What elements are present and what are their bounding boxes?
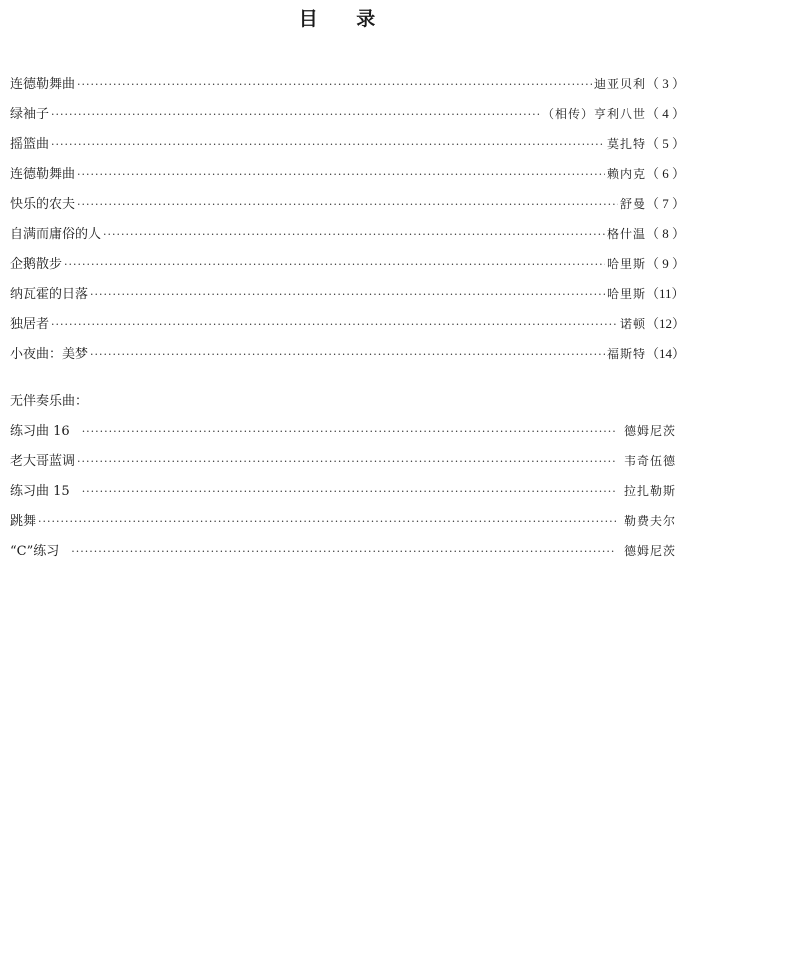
dot-leader: [103, 223, 605, 247]
toc-entry[interactable]: [10, 479, 682, 509]
toc-entry-title: 小夜曲：美梦: [10, 347, 89, 362]
toc-entry-composer: 韦奇伍德: [623, 454, 676, 468]
toc-entry-title: 企鹅散步: [10, 257, 63, 272]
toc-entry-composer: 舒曼: [619, 197, 646, 211]
toc-entry-page: （ 7 ）: [646, 196, 686, 211]
dot-leader: [51, 103, 540, 127]
toc-entry-title: 跳舞: [10, 514, 37, 529]
dot-leader: [77, 450, 616, 474]
dot-leader: [71, 540, 616, 564]
toc-entry[interactable]: [10, 102, 686, 132]
dot-leader: [77, 193, 618, 217]
toc-entry-composer: 德姆尼茨: [623, 424, 676, 438]
dot-leader: [51, 133, 605, 157]
toc-entry[interactable]: [10, 312, 686, 342]
toc-entry[interactable]: [10, 162, 686, 192]
toc-entry-title: 自满而庸俗的人: [10, 227, 102, 242]
toc-entry-composer: 哈里斯: [606, 287, 646, 301]
page-title: 目 录: [298, 8, 392, 30]
toc-entry-title: 练习曲 16: [10, 424, 70, 439]
toc-entry-composer: 德姆尼茨: [623, 544, 676, 558]
toc-entry[interactable]: [10, 509, 682, 539]
toc-entry-composer: （相传）亨利八世: [541, 107, 646, 121]
toc-entry-title: 绿袖子: [10, 107, 50, 122]
toc-entry-page: （ 9 ）: [646, 256, 686, 271]
toc-entry[interactable]: [10, 132, 686, 162]
toc-entry-composer: 莫扎特: [606, 137, 646, 151]
toc-entry-page: （ 4 ）: [646, 106, 686, 121]
toc-entry-composer: 福斯特: [606, 347, 646, 361]
dot-leader: [90, 343, 605, 367]
toc-entry-composer: 勒费夫尔: [623, 514, 676, 528]
toc-entry-title: 连德勒舞曲: [10, 77, 76, 92]
toc-solo-list: [10, 419, 682, 569]
dot-leader: [82, 420, 616, 444]
toc-entry[interactable]: [10, 72, 686, 102]
toc-entry-composer: 拉扎勒斯: [623, 484, 676, 498]
dot-leader: [77, 163, 605, 187]
toc-entry-title: 独居者: [10, 317, 50, 332]
dot-leader: [64, 253, 605, 277]
dot-leader: [51, 313, 618, 337]
dot-leader: [38, 510, 616, 534]
toc-entry-title: 连德勒舞曲: [10, 167, 76, 182]
toc-entry[interactable]: [10, 282, 685, 312]
toc-entry-title: 练习曲 15: [10, 484, 70, 499]
toc-entry[interactable]: [10, 222, 686, 252]
toc-entry[interactable]: [10, 449, 682, 479]
toc-entry-title: 老大哥蓝调: [10, 454, 76, 469]
toc-entry-composer: 迪亚贝利: [593, 77, 646, 91]
toc-entry-composer: 格什温: [606, 227, 646, 241]
dot-leader: [77, 73, 592, 97]
toc-entry-title: 摇篮曲: [10, 137, 50, 152]
toc-entry-page: （12）: [646, 316, 686, 331]
toc-entry[interactable]: [10, 252, 686, 282]
toc-entry-title: “C”练习: [10, 544, 60, 559]
toc-entry[interactable]: [10, 419, 682, 449]
solo-section-label: 无伴奏乐曲：: [10, 394, 89, 409]
toc-entry-title: 快乐的农夫: [10, 197, 76, 212]
toc-entry-page: （ 5 ）: [646, 136, 686, 151]
toc-entry-composer: 赖内克: [606, 167, 646, 181]
toc-entry-page: （ 3 ）: [646, 76, 686, 91]
toc-entry-page: （ 6 ）: [646, 166, 686, 181]
toc-entry-composer: 诺顿: [619, 317, 646, 331]
toc-entry-page: （ 8 ）: [646, 226, 686, 241]
toc-entry-title: 纳瓦霍的日落: [10, 287, 89, 302]
toc-main-list: [10, 72, 686, 372]
dot-leader: [90, 283, 605, 307]
toc-entry-page: （14）: [646, 346, 686, 361]
toc-entry[interactable]: [10, 192, 686, 222]
toc-entry[interactable]: [10, 342, 686, 372]
dot-leader: [82, 480, 616, 504]
toc-entry-composer: 哈里斯: [606, 257, 646, 271]
toc-entry-page: （11）: [646, 286, 685, 301]
toc-entry[interactable]: [10, 539, 682, 569]
